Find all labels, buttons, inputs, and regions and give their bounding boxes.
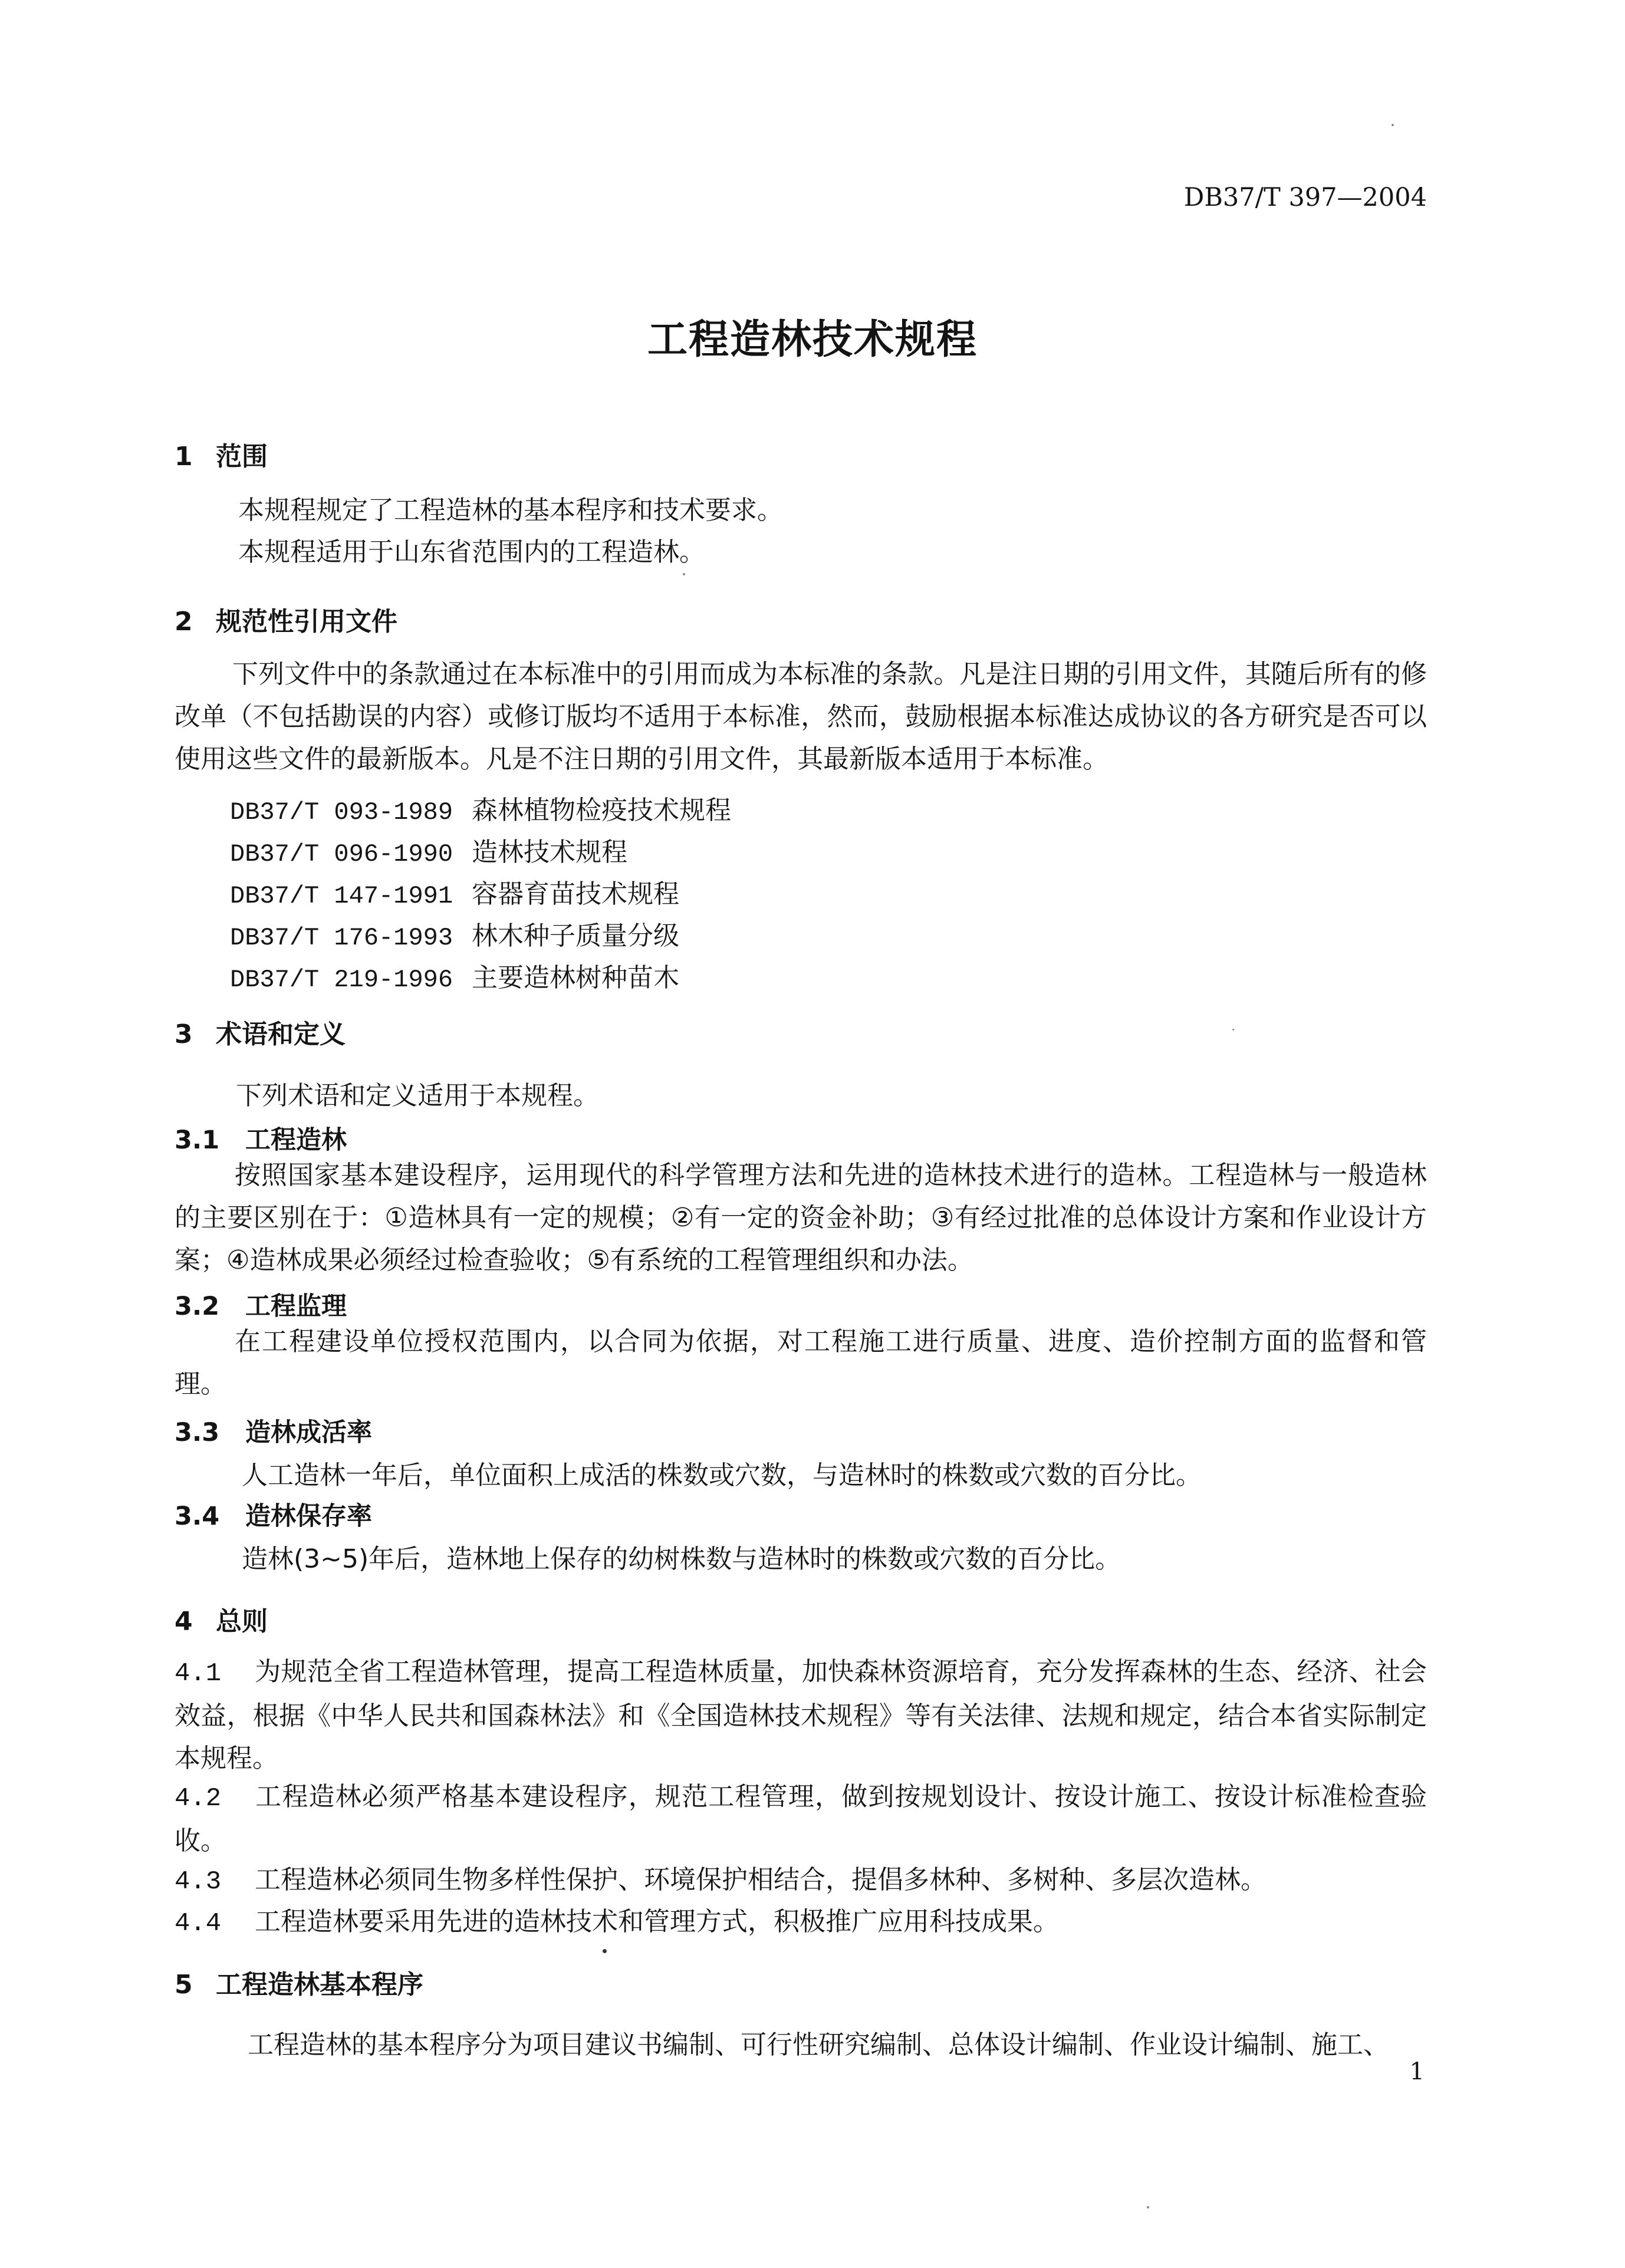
- reference-code: DB37/T 096-1990: [230, 840, 453, 868]
- reference-item: [230, 914, 731, 956]
- term-definition: 按照国家基本建设程序，运用现代的科学管理方法和先进的造林技术进行的造林。工程造林与一般造林的主要区别在于：①造林具有一定的规模；②有一定的资金补助；③有经过批准的总体设计方案和作业设计方案；④造林成果必须经过检查验收；⑤有系统的工程管理组织和办法。: [175, 1160, 1427, 1275]
- term-number: 3.3: [175, 1418, 220, 1447]
- term-definition: 人工造林一年后，单位面积上成活的株数或穴数，与造林时的株数或穴数的百分比。: [242, 1460, 1202, 1490]
- section-title: 工程造林基本程序: [216, 1970, 423, 2000]
- term-number: 3.1: [175, 1125, 220, 1155]
- paragraph: 本规程适用于山东省范围内的工程造林。: [238, 537, 705, 567]
- reference-item: [230, 956, 731, 998]
- reference-name: 容器育苗技术规程: [472, 879, 679, 909]
- clause: [175, 1651, 1427, 1780]
- clause-text: 工程造林要采用先进的造林技术和管理方式，积极推广应用科技成果。: [255, 1907, 1059, 1937]
- scan-speck: [603, 1949, 607, 1953]
- term-heading: [175, 1413, 372, 1449]
- clause-number: 4.1: [175, 1659, 222, 1688]
- reference-list: [230, 789, 731, 998]
- clause-text: 工程造林必须严格基本建设程序，规范工程管理，做到按规划设计、按设计施工、按设计标准检查验收。: [175, 1782, 1427, 1856]
- clause-number: 4.4: [175, 1909, 222, 1938]
- reference-code: DB37/T 176-1993: [230, 924, 453, 952]
- term-definition: 造林(3~5)年后，造林地上保存的幼树株数与造林时的株数或穴数的百分比。: [242, 1544, 1121, 1574]
- standard-number: DB37/T 397—2004: [1183, 183, 1427, 212]
- term-name: 造林保存率: [245, 1502, 372, 1531]
- reference-name: 主要造林树种苗木: [472, 963, 679, 993]
- scan-speck: [1147, 2206, 1149, 2208]
- section-5-heading: [175, 1963, 423, 2001]
- reference-item: [230, 873, 731, 914]
- scan-speck: [1392, 124, 1394, 126]
- reference-item: [230, 831, 731, 873]
- term-name: 工程监理: [245, 1292, 347, 1321]
- section-title: 术语和定义: [216, 1019, 346, 1049]
- term-name: 造林成活率: [245, 1418, 372, 1447]
- page-number: 1: [1409, 2058, 1425, 2085]
- section-4-heading: [175, 1600, 268, 1638]
- term-name: 工程造林: [245, 1125, 347, 1155]
- clause: [175, 1776, 1427, 1862]
- reference-code: DB37/T 147-1991: [230, 882, 453, 910]
- document-title: 工程造林技术规程: [647, 317, 978, 363]
- clause-number: 4.3: [175, 1867, 222, 1897]
- section-title: 规范性引用文件: [216, 607, 397, 637]
- section-title: 总则: [216, 1607, 268, 1637]
- paragraph: 本规程规定了工程造林的基本程序和技术要求。: [238, 495, 783, 525]
- section-3-heading: [175, 1013, 346, 1051]
- paragraph: 工程造林的基本程序分为项目建议书编制、可行性研究编制、总体设计编制、作业设计编制、施工、: [248, 2030, 1389, 2060]
- reference-name: 森林植物检疫技术规程: [472, 795, 731, 825]
- reference-code: DB37/T 219-1996: [230, 966, 453, 994]
- section-title: 范围: [216, 442, 268, 472]
- clause-number: 4.2: [175, 1784, 222, 1813]
- scan-speck: [683, 573, 685, 575]
- paragraph: 下列文件中的条款通过在本标准中的引用而成为本标准的条款。凡是注日期的引用文件，其随后所有的修改单（不包括勘误的内容）或修订版均不适用于本标准，然而，鼓励根据本标准达成协议的各方研究是否可以使用这些文件的最新版本。凡是不注日期的引用文件，其最新版本适用于本标准。: [175, 659, 1427, 774]
- term-number: 3.2: [175, 1292, 220, 1321]
- term-heading: [175, 1496, 372, 1532]
- section-number: 5: [175, 1970, 193, 2000]
- section-number: 1: [175, 442, 193, 472]
- clause-text: 工程造林必须同生物多样性保护、环境保护相结合，提倡多林种、多树种、多层次造林。: [255, 1865, 1267, 1895]
- scan-speck: [1232, 1029, 1234, 1031]
- section-number: 3: [175, 1019, 193, 1049]
- section-2-heading: [175, 600, 397, 638]
- section-number: 2: [175, 607, 193, 637]
- term-number: 3.4: [175, 1502, 220, 1531]
- section-number: 4: [175, 1607, 193, 1637]
- reference-name: 林木种子质量分级: [472, 921, 679, 951]
- term-heading: [175, 1286, 347, 1322]
- reference-code: DB37/T 093-1989: [230, 798, 453, 827]
- clause-text: 为规范全省工程造林管理，提高工程造林质量，加快森林资源培育，充分发挥森林的生态、经济、社会效益，根据《中华人民共和国森林法》和《全国造林技术规程》等有关法律、法规和规定，结合本省实际制定本规程。: [175, 1657, 1427, 1773]
- paragraph: 下列术语和定义适用于本规程。: [236, 1081, 599, 1111]
- reference-item: [230, 789, 731, 831]
- term-heading: [175, 1120, 347, 1156]
- section-1-heading: [175, 435, 268, 473]
- clause: [175, 1901, 1427, 1945]
- term-definition: 在工程建设单位授权范围内，以合同为依据，对工程施工进行质量、进度、造价控制方面的监督和管理。: [175, 1326, 1427, 1399]
- clause: [175, 1859, 1427, 1903]
- reference-name: 造林技术规程: [472, 837, 627, 867]
